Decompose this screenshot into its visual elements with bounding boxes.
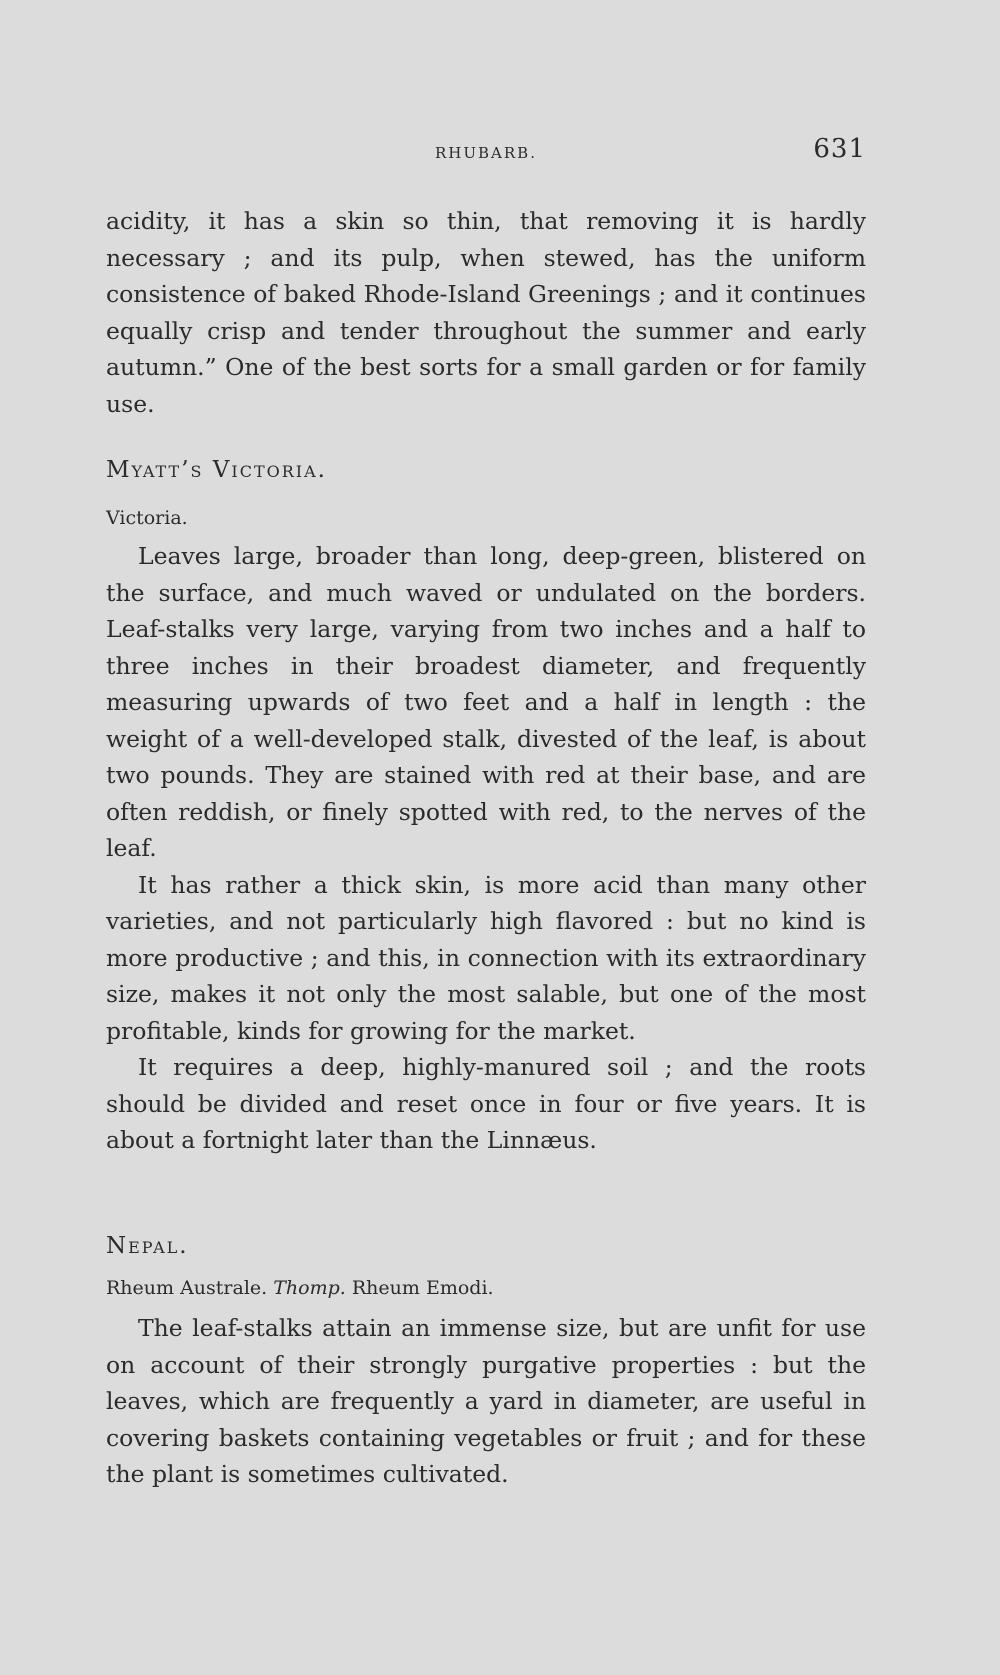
nepal-synonym-2: Rheum Emodi. (351, 1277, 494, 1299)
continuation-block (106, 203, 866, 422)
section-synonym-nepal (106, 1270, 866, 1307)
nepal-synonym-author: Thomp. (273, 1277, 346, 1299)
section-title-victoria: Myatt’s Victoria. (106, 457, 327, 483)
nepal-synonym-1: Rheum Australe. (106, 1277, 268, 1299)
victoria-paragraph-1: Leaves large, broader than long, deep-green, blistered on the surface, and much waved or undulated on the borders. Leaf-stalks very large, varying from two inches and a half to three inches in their broadest diameter, and frequently measuring upwards of two feet and a half in length : the weight of a well-developed stalk, divested of the leaf, is about two pounds. They are stained with red at their base, and are often reddish, or finely spotted with red, to the nerves of the leaf. (106, 542, 866, 862)
victoria-paragraph-2: It has rather a thick skin, is more acid than many other varieties, and not particularly high flavored : but no kind is more productive ; and this, in connection with its extraordinary size, makes it not only the most salable, but one of the most profitable, kinds for growing for the market. (106, 870, 866, 1045)
continuation-paragraph: acidity, it has a skin so thin, that removing it is hardly necessary ; and its pulp, when stewed, has the uniform consistence of baked Rhode-Island Greenings ; and it continues equally crisp and tender throughout the summer and early autumn.” One of the best sorts for a small garden or for family use. (106, 207, 866, 418)
victoria-paragraph-3: It requires a deep, highly-manured soil ; and the roots should be divided and reset once in four or five years. It is about a fortnight later than the Linnæus. (106, 1053, 866, 1154)
nepal-synonyms (106, 1270, 866, 1307)
page-header (106, 134, 866, 174)
running-head: RHUBARB. (435, 144, 537, 162)
nepal-paragraph: The leaf-stalks attain an immense size, but are unfit for use on account of their strongly purgative properties : but the leaves, which are frequently a yard in diameter, are useful in covering baskets containing vegetables or fruit ; and for these the plant is sometimes cultivated. (106, 1314, 866, 1488)
nepal-heading (106, 1228, 866, 1265)
victoria-synonyms (106, 500, 866, 537)
victoria-description (106, 538, 866, 1159)
section-synonym-victoria: Victoria. (106, 507, 188, 529)
nepal-description (106, 1310, 866, 1493)
victoria-heading (106, 452, 866, 489)
section-title-nepal: Nepal. (106, 1233, 189, 1259)
page-number: 631 (813, 134, 866, 164)
